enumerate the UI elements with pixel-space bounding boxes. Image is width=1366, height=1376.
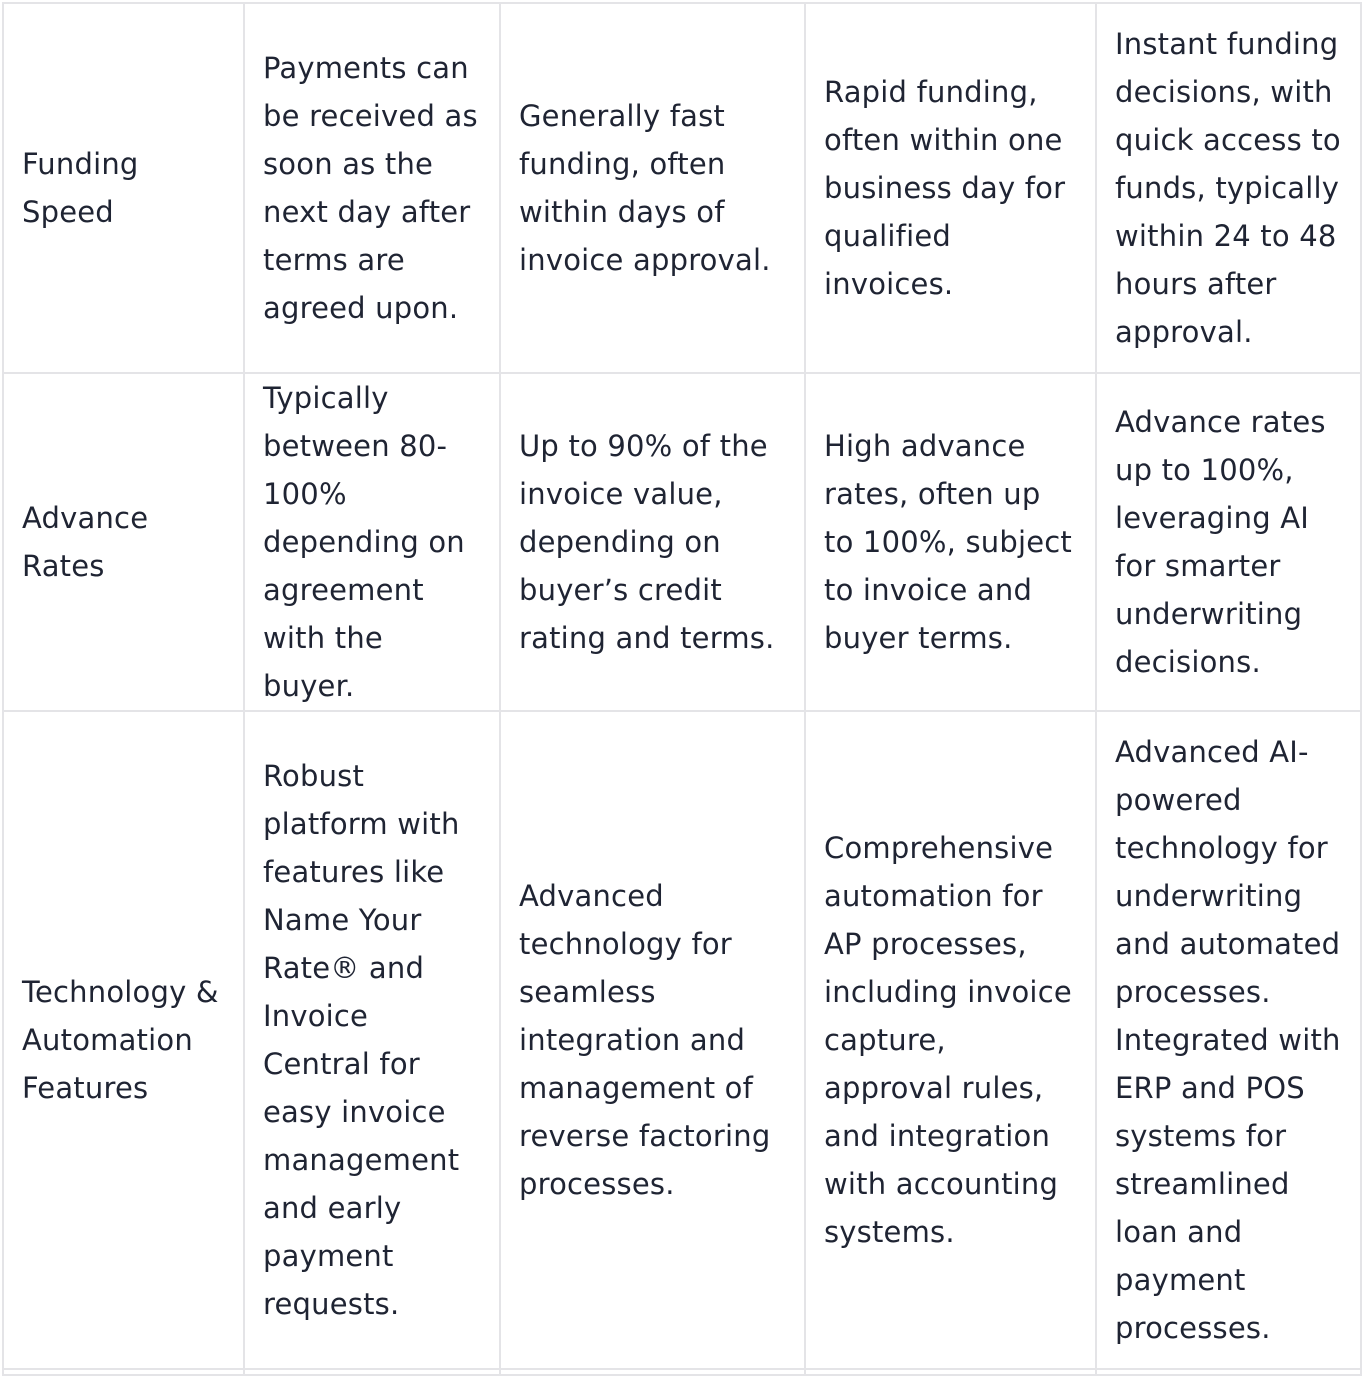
table-row-partial: [3, 1369, 1361, 1375]
table-row: [3, 711, 1361, 1369]
table-cell: Rapid funding, often within one business day for qualified invoices.: [805, 3, 1096, 373]
table-cell: Comprehensive automation for AP processes, including invoice capture, approval rules, and integration with accounting systems.: [805, 711, 1096, 1369]
table-cell: Robust platform with features like Name Your Rate® and Invoice Central for easy invoice management and early payment requests.: [244, 711, 500, 1369]
table-cell: Typically between 80-100% depending on agreement with the buyer.: [244, 373, 500, 711]
table-cell-empty: [805, 1369, 1096, 1375]
table-cell-empty: [1096, 1369, 1361, 1375]
table-cell: Generally fast funding, often within days of invoice approval.: [500, 3, 805, 373]
table-cell: Advanced AI-powered technology for underwriting and automated processes. Integrated with ERP and POS systems for streamlined loan and payment processes.: [1096, 711, 1361, 1369]
row-label-advance-rates: Advance Rates: [3, 373, 244, 711]
table-cell: Instant funding decisions, with quick access to funds, typically within 24 to 48 hours after approval.: [1096, 3, 1361, 373]
table-cell-empty: [3, 1369, 244, 1375]
table-cell: Up to 90% of the invoice value, depending on buyer’s credit rating and terms.: [500, 373, 805, 711]
table-cell-empty: [244, 1369, 500, 1375]
table-cell: Advanced technology for seamless integration and management of reverse factoring processes.: [500, 711, 805, 1369]
table-cell: Advance rates up to 100%, leveraging AI for smarter underwriting decisions.: [1096, 373, 1361, 711]
table-cell: High advance rates, often up to 100%, subject to invoice and buyer terms.: [805, 373, 1096, 711]
row-label-technology-automation: Technology & Automation Features: [3, 711, 244, 1369]
comparison-table: [2, 2, 1362, 1376]
row-label-funding-speed: Funding Speed: [3, 3, 244, 373]
table-row: [3, 3, 1361, 373]
table-row: [3, 373, 1361, 711]
table-cell: Payments can be received as soon as the next day after terms are agreed upon.: [244, 3, 500, 373]
table-cell-empty: [500, 1369, 805, 1375]
